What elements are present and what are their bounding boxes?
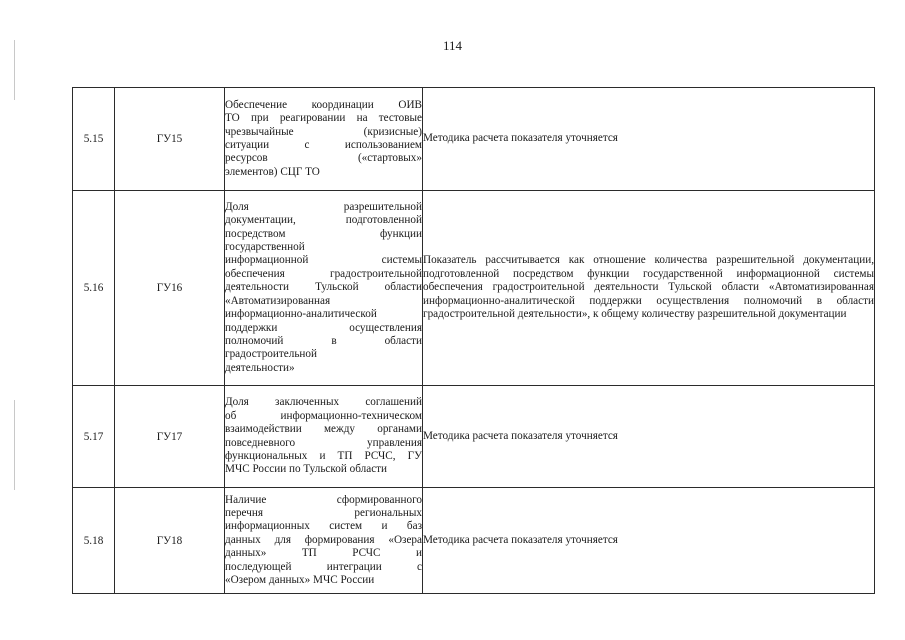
indicator-name-line: документации, подготовленной — [225, 214, 422, 227]
indicator-name-line: Доля заключенных соглашений — [225, 396, 422, 409]
indicator-name-line: ТО при реагировании на тестовые — [225, 112, 422, 125]
indicator-name-line: посредством функции — [225, 227, 422, 240]
indicator-name-line: «Озером данных» МЧС России — [225, 574, 375, 587]
indicator-name-line: обеспечения градостроительной — [225, 267, 422, 280]
indicator-name-line: ресурсов («стартовых» — [225, 152, 422, 165]
row-number: 5.17 — [73, 386, 115, 488]
indicator-name-line: государственной — [225, 241, 305, 254]
indicator-table — [72, 87, 875, 594]
indicator-name-line: Обеспечение координации ОИВ — [225, 98, 422, 111]
indicator-code: ГУ18 — [115, 488, 225, 594]
table-row — [73, 488, 875, 594]
indicator-name-line: повседневного управления — [225, 436, 422, 449]
calculation-method: Методика расчета показателя уточняется — [423, 88, 875, 191]
indicator-name-line: градостроительной — [225, 348, 317, 361]
table-row — [73, 386, 875, 488]
indicator-name-line: полномочий в области — [225, 334, 422, 347]
indicator-code: ГУ15 — [115, 88, 225, 191]
page-number: 114 — [442, 38, 463, 53]
row-number: 5.15 — [73, 88, 115, 191]
scan-margin-mark — [14, 400, 15, 490]
indicator-name-line: деятельности» — [225, 361, 295, 374]
indicator-name-line: данных для формирования «Озера — [225, 533, 422, 546]
calculation-method: Показатель рассчитывается как отношение количества разрешительной документации, подготовленной посредством функции государственной информационной системы обеспечения градостроительной деятельности Тульской области «Автоматизированная информационно-аналитической поддержки осуществления полномочий в области градостроительной деятельности», к общему количеству разрешительной документации — [423, 191, 875, 386]
indicator-name-line: деятельности Тульской области — [225, 281, 422, 294]
indicator-name-line: об информационно-техническом — [225, 409, 422, 422]
indicator-name-line: поддержки осуществления — [225, 321, 422, 334]
row-number: 5.18 — [73, 488, 115, 594]
scan-margin-mark — [14, 40, 15, 100]
indicator-name-line: последующей интеграции с — [225, 560, 422, 573]
indicator-name-line: информационных систем и баз — [225, 520, 422, 533]
row-number: 5.16 — [73, 191, 115, 386]
calculation-method: Методика расчета показателя уточняется — [423, 386, 875, 488]
table-row — [73, 191, 875, 386]
indicator-name — [225, 191, 423, 386]
table-row — [73, 88, 875, 191]
indicator-code: ГУ17 — [115, 386, 225, 488]
indicator-name-line: «Автоматизированная — [225, 294, 331, 307]
indicator-name — [225, 488, 423, 594]
indicator-name-line: данных» ТП РСЧС и — [225, 547, 422, 560]
indicator-name-line: взаимодействии между органами — [225, 423, 422, 436]
calculation-method: Методика расчета показателя уточняется — [423, 488, 875, 594]
indicator-name — [225, 88, 423, 191]
indicator-name-line: чрезвычайные (кризисные) — [225, 125, 422, 138]
indicator-name — [225, 386, 423, 488]
indicator-name-line: элементов) СЦГ ТО — [225, 165, 320, 178]
indicator-name-line: перечня региональных — [225, 506, 422, 519]
indicator-code: ГУ16 — [115, 191, 225, 386]
indicator-name-line: Наличие сформированного — [225, 493, 422, 506]
indicator-name-line: ситуации с использованием — [225, 139, 422, 151]
indicator-name-line: Доля разрешительной — [225, 200, 422, 213]
indicator-name-line: МЧС России по Тульской области — [225, 463, 388, 476]
indicator-name-line: функциональных и ТП РСЧС, ГУ — [225, 449, 422, 462]
indicator-name-line: информационной системы — [225, 254, 422, 267]
indicator-name-line: информационно-аналитической — [225, 308, 377, 321]
